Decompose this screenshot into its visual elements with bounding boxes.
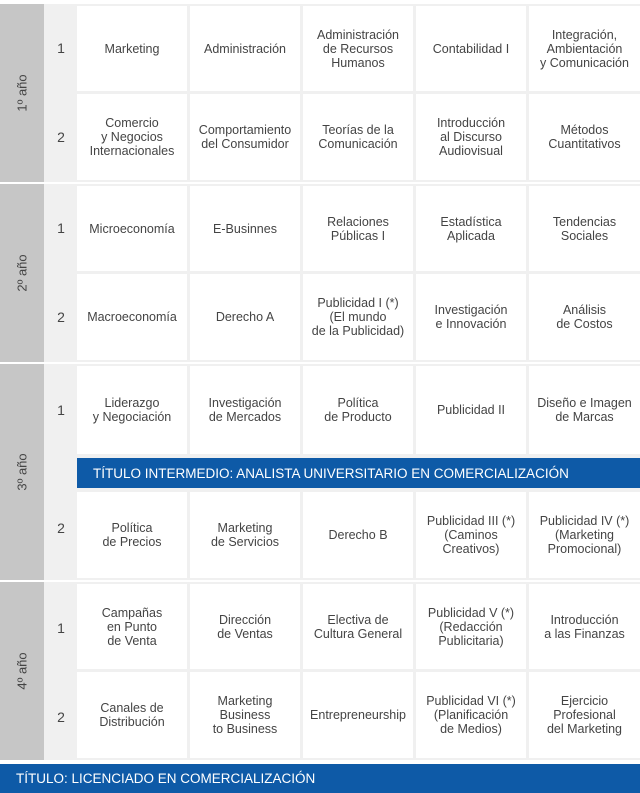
subject-cell: Microeconomía [77,186,187,271]
semester-number: 1 [57,40,65,56]
subject-cell: Marketing de Servicios [190,492,300,578]
year-label-3: 3º año [0,364,44,580]
semester-number: 2 [57,709,65,725]
subject-cell: Dirección de Ventas [190,584,300,669]
semester-number: 2 [57,309,65,325]
subject-cell: Electiva de Cultura General [303,584,413,669]
subject-cell: Comercio y Negocios Internacionales [77,94,187,180]
semester-number: 1 [57,402,65,418]
subject-cell: Tendencias Sociales [529,186,640,271]
subject-cell: Relaciones Públicas I [303,186,413,271]
subject-cell: Integración, Ambientación y Comunicación [529,6,640,91]
subject-cell: Publicidad II [416,366,526,454]
subject-cell: Investigación de Mercados [190,366,300,454]
year-label-4: 4º año [0,582,44,760]
subject-cell: Entrepreneurship [303,672,413,758]
subject-cell: Análisis de Costos [529,274,640,360]
subject-cell: Contabilidad I [416,6,526,91]
subject-cell: Campañas en Punto de Venta [77,584,187,669]
subject-cell: Derecho B [303,492,413,578]
subject-cell: Comportamiento del Consumidor [190,94,300,180]
subject-cell: Métodos Cuantitativos [529,94,640,180]
subject-cell: Publicidad I (*) (El mundo de la Publicidad) [303,274,413,360]
subject-cell: Ejercicio Profesional del Marketing [529,672,640,758]
subject-cell: Marketing [77,6,187,91]
subject-cell: Publicidad V (*) (Redacción Publicitaria) [416,584,526,669]
subject-cell: Publicidad VI (*) (Planificación de Medios) [416,672,526,758]
semester-number: 2 [57,520,65,536]
subject-cell: Publicidad IV (*) (Marketing Promocional) [529,492,640,578]
subject-cell: Introducción al Discurso Audiovisual [416,94,526,180]
subject-cell: Canales de Distribución [77,672,187,758]
subject-cell: Liderazgo y Negociación [77,366,187,454]
semester-number: 1 [57,620,65,636]
subject-cell: Diseño e Imagen de Marcas [529,366,640,454]
final-title-banner: TÍTULO: LICENCIADO EN COMERCIALIZACIÓN [0,764,640,793]
subject-cell: Marketing Business to Business [190,672,300,758]
semester-number: 2 [57,129,65,145]
subject-cell: Política de Producto [303,366,413,454]
subject-cell: Derecho A [190,274,300,360]
subject-cell: Teorías de la Comunicación [303,94,413,180]
subject-cell: Administración [190,6,300,91]
subject-cell: Publicidad III (*) (Caminos Creativos) [416,492,526,578]
semester-number: 1 [57,220,65,236]
subject-cell: Introducción a las Finanzas [529,584,640,669]
subject-cell: Macroeconomía [77,274,187,360]
intermediate-title-banner: TÍTULO INTERMEDIO: ANALISTA UNIVERSITARIO EN COMERCIALIZACIÓN [77,458,640,488]
subject-cell: Administración de Recursos Humanos [303,6,413,91]
year-label-2: 2º año [0,184,44,362]
subject-cell: Estadística Aplicada [416,186,526,271]
subject-cell: Investigación e Innovación [416,274,526,360]
subject-cell: Política de Precios [77,492,187,578]
subject-cell: E-Businnes [190,186,300,271]
year-label-1: 1º año [0,4,44,182]
